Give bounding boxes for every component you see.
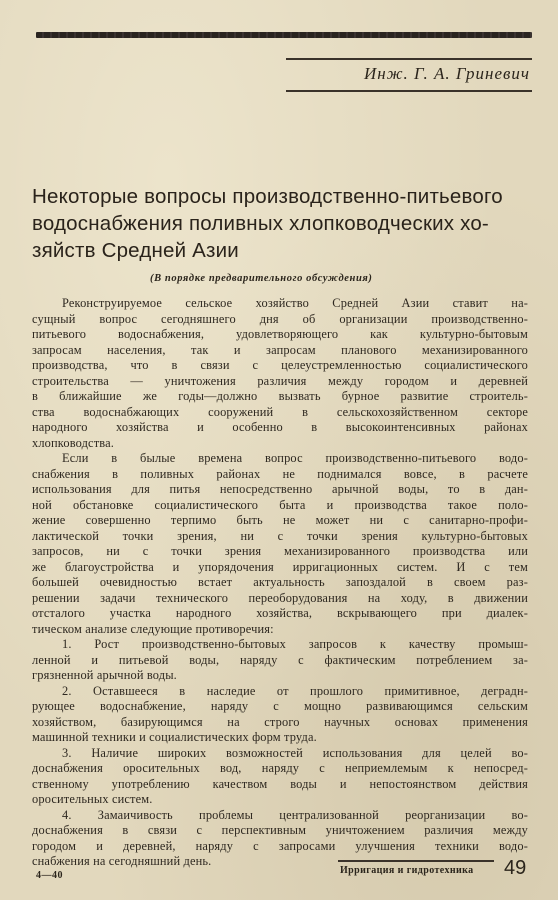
list-item-line: машинной техники и социалистических форм труда. bbox=[32, 730, 317, 744]
body-line: сущный вопрос сегодняшнего дня об организации производственно- bbox=[32, 311, 528, 326]
body-line: в ближайшие же годы—должно вызвать бурное развитие строитель- bbox=[32, 389, 528, 403]
author-rule-top bbox=[286, 58, 532, 60]
body-line: ной обстановке социалистического быта и производства такое поло- bbox=[32, 497, 528, 512]
body-line: хлопководства. bbox=[32, 435, 114, 450]
body-line: снабжения в поливных районах не поднимался вовсе, в расчете bbox=[32, 466, 528, 481]
list-item-line: грязненной арычной воды. bbox=[32, 668, 177, 682]
list-item-line: рующее водоснабжение, наряду с мощно развивающимся сельским bbox=[32, 699, 528, 713]
body-line: ства водоснабжающих сооружений в сельскохозяйственном секторе bbox=[32, 404, 528, 419]
body-line: Если в былые времена вопрос производственно-питьевого водо- bbox=[62, 451, 528, 465]
body-line: запросам населения, так и запросам планового механизированного bbox=[32, 342, 528, 357]
article-title bbox=[32, 183, 532, 264]
list-item-line: 4. Замаичивость проблемы централизованной реорганизации во- bbox=[62, 807, 528, 822]
signature-mark: 4—40 bbox=[36, 870, 63, 881]
list-item-line: доснабжения в связи с перспективным уничтожением различия между bbox=[32, 823, 528, 837]
article-subtitle: (В порядке предварительного обсуждения) bbox=[150, 273, 373, 284]
body-line: решении задачи технического переоборудования на ходу, в движении bbox=[32, 590, 528, 605]
list-item-line: городом и деревней, наряду с запросами улучшения техники водо- bbox=[32, 838, 528, 853]
article-body bbox=[32, 296, 528, 870]
list-item-line: ственному употреблению качеством воды и непостоянством действия bbox=[32, 776, 528, 791]
body-line: лактической точки зрения, ни с точки зрения культурно-бытовых bbox=[32, 528, 528, 543]
title-line: водоснабжения поливных хлопководческих хо- bbox=[32, 212, 489, 235]
list-item-line: хозяйством, базирующимся на строго научных основах применения bbox=[32, 714, 528, 729]
body-line: использования для питья непосредственно арычной воды, то в дан- bbox=[32, 482, 528, 496]
top-decorative-rule bbox=[36, 32, 532, 38]
body-line: строительства — уничтожения различия между городом и деревней bbox=[32, 373, 528, 388]
body-line: питьевого водоснабжения, удовлетворяющего как культурно-бытовым bbox=[32, 327, 528, 341]
body-line: народного хозяйства и особенно в высокоинтенсивных районах bbox=[32, 420, 528, 434]
list-item-line: 1. Рост производственно-бытовых запросов к качеству промыш- bbox=[62, 637, 528, 651]
list-item-line: 2. Оставшееся в наследие от прошлого примитивное, деградн- bbox=[62, 683, 528, 698]
title-line: Некоторые вопросы производственно-питьевого bbox=[32, 185, 503, 208]
list-item-line: снабжения на сегодняшний день. bbox=[32, 854, 212, 868]
list-item-line: ленной и питьевой воды, наряду с фактическим потреблением за- bbox=[32, 652, 528, 667]
body-line: большей очевидностью встает актуальность запоздалой в своем раз- bbox=[32, 575, 528, 589]
body-line: же благоустройства и упорядочения ирригационных систем. И с тем bbox=[32, 559, 528, 574]
title-line: зяйств Средней Азии bbox=[32, 239, 239, 262]
body-line: отсталого участка народного хозяйства, вскрывающего при диалек- bbox=[32, 606, 528, 620]
list-item-line: оросительных систем. bbox=[32, 792, 153, 806]
author-name: Инж. Г. А. Гриневич bbox=[364, 64, 530, 83]
list-item-line: 3. Наличие широких возможностей использования для целей во- bbox=[62, 745, 528, 760]
author-rule-bottom bbox=[286, 90, 532, 92]
list-item-line: доснабжения оросительных вод, наряду с неприемлемым к непосред- bbox=[32, 761, 528, 775]
body-line: производства, что в связи с целеустремленностью социалистического bbox=[32, 358, 528, 372]
journal-name: Ирригация и гидротехника bbox=[340, 865, 474, 876]
body-line: запросов, ни с точки зрения механизированного производства или bbox=[32, 544, 528, 558]
page-number: 49 bbox=[504, 857, 527, 879]
body-line: Реконструируемое сельское хозяйство Средней Азии ставит на- bbox=[62, 296, 528, 310]
footer-rule bbox=[338, 860, 494, 862]
body-line: жение совершенно терпимо быть не может ни с санитарно-профи- bbox=[32, 513, 528, 527]
body-line: тическом анализе следующие противоречия: bbox=[32, 621, 274, 636]
